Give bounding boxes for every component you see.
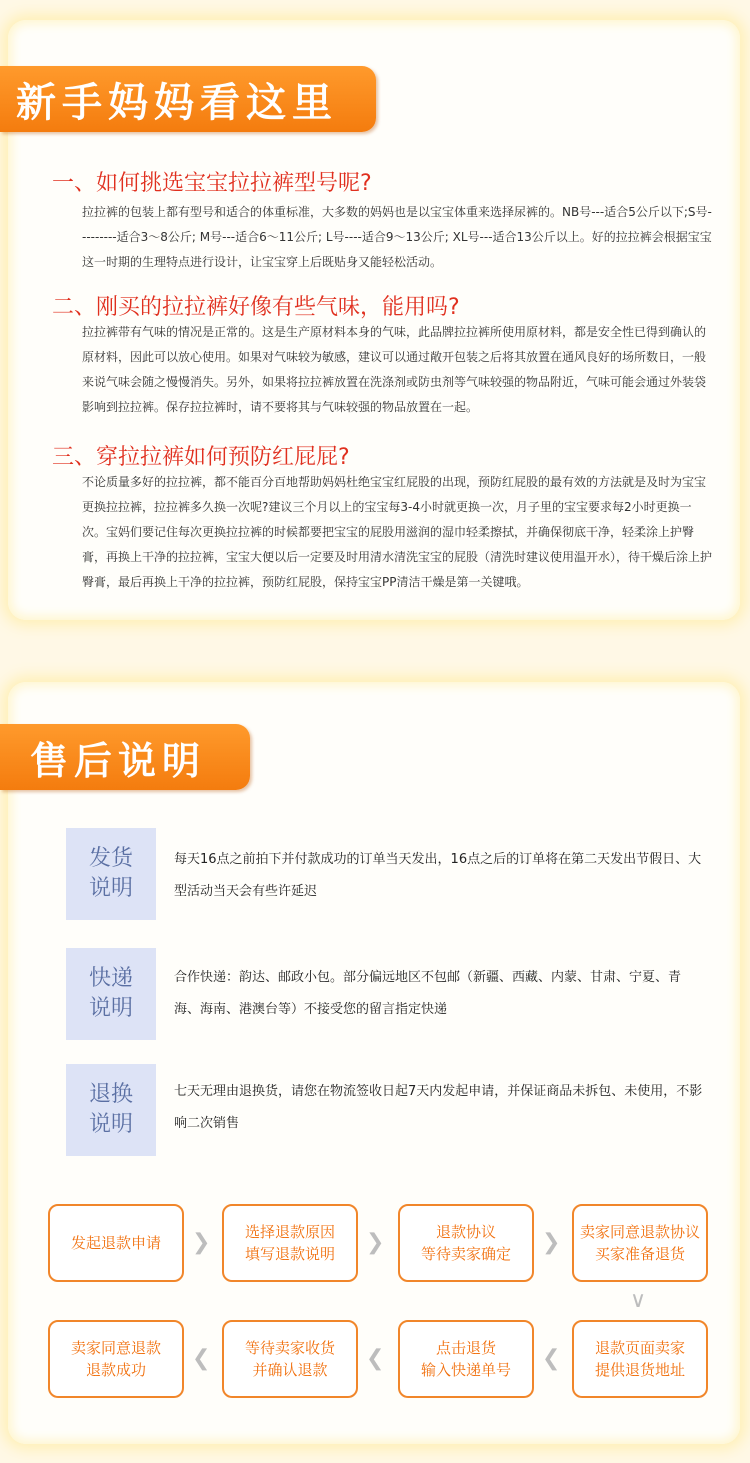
return-policy-text: 七天无理由退换货，请您在物流签收日起7天内发起申请，并保证商品未拆包、未使用，不影响二次销售: [174, 1084, 703, 1131]
aftersales-panel: [8, 682, 740, 1444]
flow-step-1: [48, 1204, 184, 1282]
faq-panel: [8, 20, 740, 620]
label-line-2: 说明: [88, 876, 133, 901]
faq-answer-3: 不论质量多好的拉拉裤，都不能百分百地帮助妈妈杜绝宝宝红屁股的出现，预防红屁股的最有效的方法就是及时为宝宝更换拉拉裤，拉拉裤多久换一次呢?建议三个月以上的宝宝每3-4小时就更换一次，月子里的宝宝要求每2小时更换一次。宝妈们要记住每次更换拉拉裤的时候都要把宝宝的屁股用滋润的湿巾轻柔擦拭，并确保彻底干净，轻柔涂上护臀膏，再换上干净的拉拉裤，宝宝大便以后一定要及时用清水清洗宝宝的屁股（清洗时建议使用温开水），待干燥后涂上护臀膏，最后再换上干净的拉拉裤，预防红屁股，保持宝宝PP清洁干燥是第一关键哦。: [82, 475, 713, 589]
label-line-1: 发货: [88, 846, 133, 871]
flow-step-line-1: 退款页面卖家: [594, 1339, 685, 1357]
flow-step-line-1: 选择退款原因: [244, 1223, 335, 1241]
chevron-left-icon: ❮: [366, 1346, 385, 1371]
flow-step-line-1: 卖家同意退款协议: [579, 1223, 700, 1241]
flow-step-line-1: 等待卖家收货: [244, 1339, 335, 1357]
label-line-2: 说明: [88, 1112, 133, 1137]
flow-step-8: [48, 1320, 184, 1398]
flow-step-line-2: 等待卖家确定: [420, 1245, 511, 1263]
flow-step-line-1: 发起退款申请: [70, 1234, 161, 1252]
flow-step-5: [572, 1320, 708, 1398]
shipping-policy-label: [66, 828, 156, 920]
chevron-left-icon: ❮: [192, 1346, 211, 1371]
faq-answer-1: 拉拉裤的包装上都有型号和适合的体重标准，大多数的妈妈也是以宝宝体重来选择尿裤的。NB号---适合5公斤以下;S号---------适合3～8公斤; M号---适合6～11公斤; L号----适合9～13公斤; XL号---适合13公斤以上。好的拉拉裤会根据宝宝这一时期的生理特点进行设计，让宝宝穿上后既贴身又能轻松活动。: [82, 205, 712, 269]
flow-step-line-2: 并确认退款: [252, 1361, 328, 1379]
label-line-1: 退换: [88, 1082, 133, 1107]
flow-step-line-2: 提供退货地址: [594, 1361, 685, 1379]
faq-answer-2: 拉拉裤带有气味的情况是正常的。这是生产原材料本身的气味，此品牌拉拉裤所使用原材料，都是安全性已得到确认的原材料，因此可以放心使用。如果对气味较为敏感，建议可以通过敞开包装之后将其放置在通风良好的场所数日，一般来说气味会随之慢慢消失。另外，如果将拉拉裤放置在洗涤剂或防虫剂等气味较强的物品附近，气味可能会通过外装袋影响到拉拉裤。保存拉拉裤时，请不要将其与气味较强的物品放置在一起。: [82, 325, 707, 414]
chevron-right-icon: ❯: [542, 1230, 561, 1255]
flow-step-line-1: 卖家同意退款: [70, 1339, 161, 1357]
flow-step-line-2: 退款成功: [85, 1361, 146, 1379]
chevron-right-icon: ❯: [366, 1230, 385, 1255]
faq-question-1: 一、如何挑选宝宝拉拉裤型号呢?: [52, 171, 372, 196]
shipping-policy-text: 每天16点之前拍下并付款成功的订单当天发出，16点之后的订单将在第二天发出节假日、大型活动当天会有些许延迟: [174, 852, 702, 899]
flow-step-4: [572, 1204, 708, 1282]
express-policy-label: [66, 948, 156, 1040]
aftersales-banner: 售后说明: [0, 724, 250, 790]
return-policy-label: [66, 1064, 156, 1156]
flow-step-3: [398, 1204, 534, 1282]
chevron-down-icon: ∨: [630, 1288, 647, 1313]
flow-step-7: [222, 1320, 358, 1398]
faq-banner: 新手妈妈看这里: [0, 66, 376, 132]
label-line-1: 快递: [88, 966, 133, 991]
flow-step-line-1: 退款协议: [435, 1223, 496, 1241]
flow-step-line-2: 填写退款说明: [244, 1245, 335, 1263]
faq-question-2: 二、刚买的拉拉裤好像有些气味，能用吗?: [52, 295, 460, 320]
chevron-right-icon: ❯: [192, 1230, 211, 1255]
flow-step-line-2: 买家准备退货: [594, 1245, 685, 1263]
flow-step-line-1: 点击退货: [435, 1339, 496, 1357]
label-line-2: 说明: [88, 996, 133, 1021]
flow-step-2: [222, 1204, 358, 1282]
flow-step-line-2: 输入快递单号: [420, 1361, 511, 1379]
faq-question-3: 三、穿拉拉裤如何预防红屁屁?: [52, 445, 350, 470]
flow-step-6: [398, 1320, 534, 1398]
chevron-left-icon: ❮: [542, 1346, 561, 1371]
express-policy-text: 合作快递：韵达、邮政小包。部分偏远地区不包邮（新疆、西藏、内蒙、甘肃、宁夏、青海、海南、港澳台等）不接受您的留言指定快递: [174, 970, 682, 1017]
